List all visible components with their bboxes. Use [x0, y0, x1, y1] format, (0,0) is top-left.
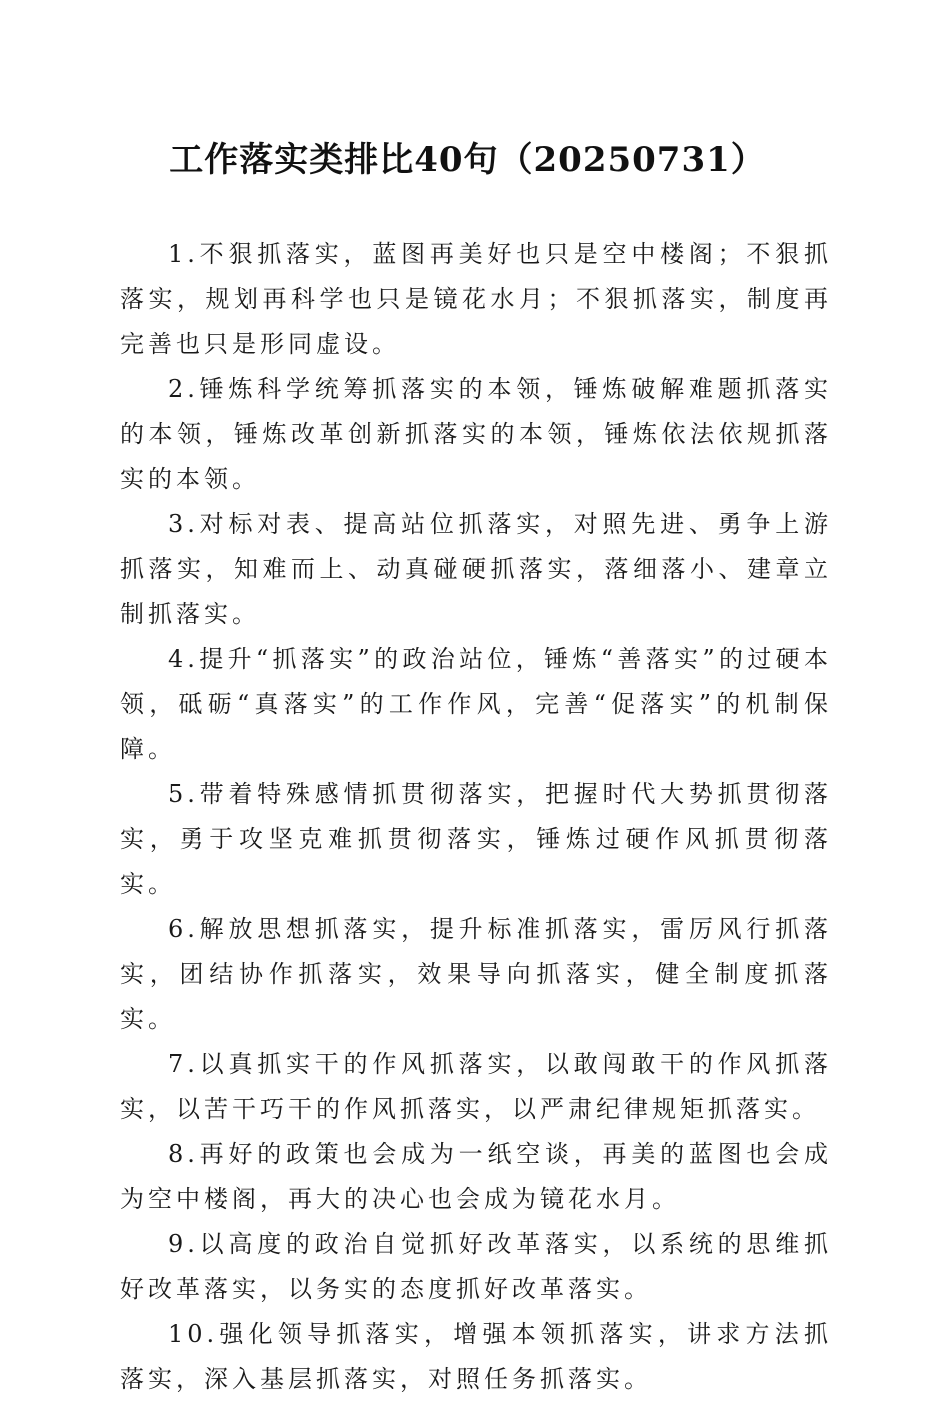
- paragraph-1: 1.不狠抓落实，蓝图再美好也只是空中楼阁；不狠抓落实，规划再科学也只是镜花水月；不狠抓落实，制度再完善也只是形同虚设。: [120, 240, 832, 358]
- paragraph-8: 8.再好的政策也会成为一纸空谈，再美的蓝图也会成为空中楼阁，再大的决心也会成为镜花水月。: [120, 1140, 832, 1213]
- paragraph-5: 5.带着特殊感情抓贯彻落实，把握时代大势抓贯彻落实，勇于攻坚克难抓贯彻落实，锤炼过硬作风抓贯彻落实。: [120, 780, 832, 898]
- document-title: 工作落实类排比40句（20250731）: [169, 140, 766, 180]
- paragraph-6: 6.解放思想抓落实，提升标准抓落实，雷厉风行抓落实，团结协作抓落实，效果导向抓落实，健全制度抓落实。: [120, 915, 832, 1033]
- paragraph-10: 10.强化领导抓落实，增强本领抓落实，讲求方法抓落实，深入基层抓落实，对照任务抓落实。: [120, 1320, 832, 1393]
- paragraph-3: 3.对标对表、提高站位抓落实，对照先进、勇争上游抓落实，知难而上、动真碰硬抓落实，落细落小、建章立制抓落实。: [120, 510, 832, 628]
- paragraph-4: 4.提升“抓落实”的政治站位，锤炼“善落实”的过硬本领，砥砺“真落实”的工作作风，完善“促落实”的机制保障。: [120, 645, 832, 763]
- paragraph-7: 7.以真抓实干的作风抓落实，以敢闯敢干的作风抓落实，以苦干巧干的作风抓落实，以严肃纪律规矩抓落实。: [120, 1050, 832, 1123]
- paragraph-9: 9.以高度的政治自觉抓好改革落实，以系统的思维抓好改革落实，以务实的态度抓好改革落实。: [120, 1230, 832, 1303]
- paragraph-2: 2.锤炼科学统筹抓落实的本领，锤炼破解难题抓落实的本领，锤炼改革创新抓落实的本领，锤炼依法依规抓落实的本领。: [120, 375, 832, 493]
- document-body: [120, 232, 832, 1402]
